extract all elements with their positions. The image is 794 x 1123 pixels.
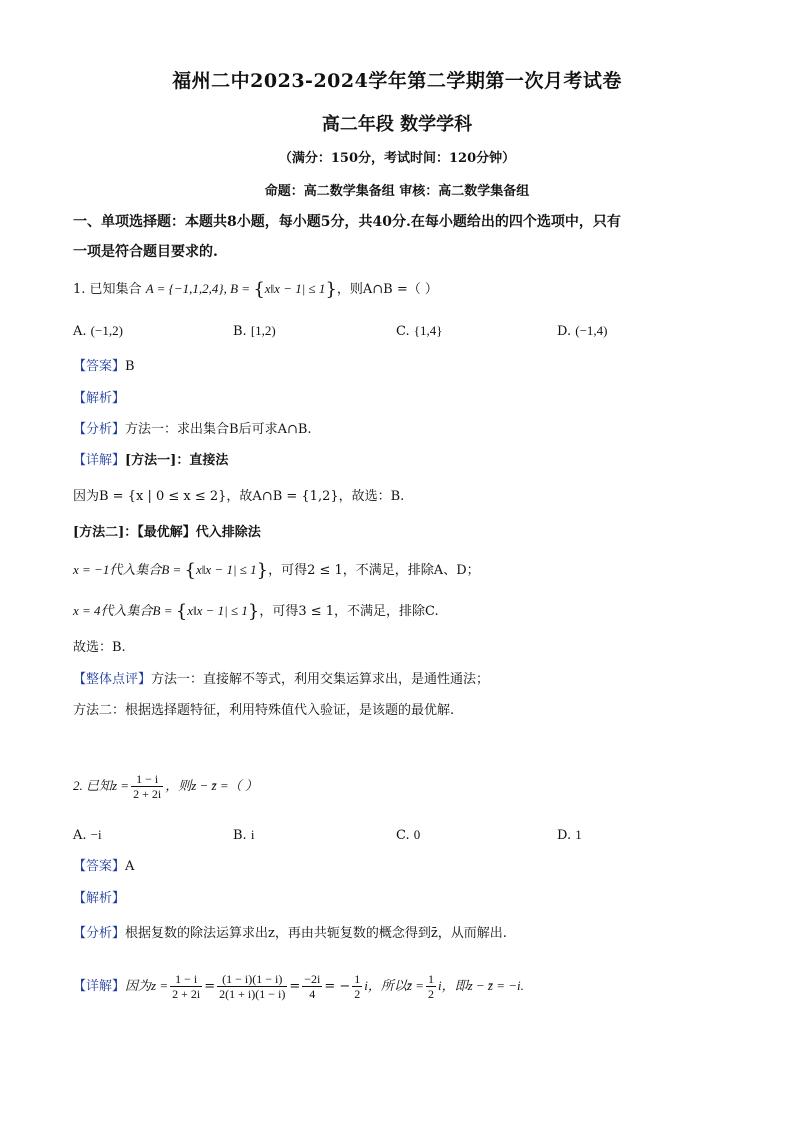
q1-option-b: B. [1,2): [233, 323, 276, 339]
exam-title: 福州二中2023-2024学年第二学期第一次月考试卷: [172, 70, 622, 92]
q2-detail: 【详解】因为z = $\frac{1 - i}{2 + 2i}$ = $\frac{(1 - i)(1 - i)}{2(1 + i)(1 - i)}$ = $\frac{-2i}{4}$ = − $\frac{1}{2}$ i，所以z̄ = $\frac{1}{2}$ i，即z − z̄ = −i.: [73, 972, 524, 1001]
q1-answer: 【答案】B: [73, 359, 135, 374]
q2-option-b: B. i: [233, 827, 255, 843]
q2-option-c: C. 0: [396, 827, 421, 843]
q2-option-d: D. 1: [557, 827, 582, 843]
q1-method1-title: 【详解】[方法一]：直接法: [73, 453, 229, 468]
exam-info: （满分：150分，考试时间：120分钟）: [278, 151, 516, 166]
exam-authors: 命题：高二数学集备组 审核：高二数学集备组: [264, 184, 530, 199]
section-1-heading: 一、单项选择题：本题共8小题，每小题5分，共40分.在每小题给出的四个选项中，只有: [73, 214, 621, 230]
q1-method2-line2: x = 4代入集合B = {x‖x − 1| ≤ 1}，可得3 ≤ 1，不满足，排除C.: [73, 601, 439, 622]
q1-method1-text: 因为B = {x | 0 ≤ x ≤ 2}，故A∩B = {1,2}，故选：B.: [73, 489, 405, 504]
q1-stem-suffix: ，则A∩B =（ ）: [336, 282, 438, 297]
q1-analysis-tag: 【解析】: [73, 391, 126, 406]
q2-detail-fraction-3: $\frac{-2i}{4}$: [304, 972, 321, 1001]
q1-fenxi: 【分析】方法一：求出集合B后可求A∩B.: [73, 422, 312, 437]
exam-subtitle: 高二年段 数学学科: [321, 114, 473, 135]
q1-option-a: A. (−1,2): [73, 323, 123, 339]
q2-answer: 【答案】A: [73, 859, 135, 874]
right-brace-icon: }: [325, 279, 337, 300]
right-brace-icon: }: [256, 560, 269, 581]
q2-fraction: $\frac{1 - i}{2 + 2i}$: [133, 772, 162, 801]
q2-analysis-tag: 【解析】: [73, 891, 126, 906]
q2-fenxi: 【分析】根据复数的除法运算求出z，再由共轭复数的概念得到z̄，从而解出.: [73, 926, 507, 941]
q1-stem-prefix: 1. 已知集合: [73, 282, 142, 297]
q1-option-d: D. (−1,4): [557, 323, 608, 339]
q1-method2-line1: x = −1代入集合B = {x‖x − 1| ≤ 1}，可得2 ≤ 1，不满足，排除A、D；: [73, 560, 480, 581]
q1-set-b: x‖x − 1| ≤ 1: [264, 281, 326, 296]
q2-detail-fraction-5: $\frac{1}{2}$: [427, 972, 434, 1001]
q1-choose: 故选：B.: [73, 640, 126, 655]
q1-option-c: C. {1,4}: [396, 323, 443, 339]
q2-detail-fraction-2: $\frac{(1 - i)(1 - i)}{2(1 + i)(1 - i)}$: [219, 972, 286, 1001]
left-brace-icon: {: [253, 279, 265, 300]
q1-method2-title: [方法二]：【最优解】代入排除法: [73, 525, 261, 540]
q1-review-2: 方法二：根据选择题特征，利用特殊值代入验证，是该题的最优解.: [73, 703, 455, 718]
q1-review-1: 【整体点评】方法一：直接解不等式，利用交集运算求出，是通性通法；: [73, 672, 490, 687]
q1-stem: [73, 280, 438, 299]
q2-stem: 2. 已知z = $\frac{1 - i}{2 + 2i}$ ，则z − z̄ =（ ）: [73, 772, 258, 801]
left-brace-icon: {: [175, 601, 188, 622]
left-brace-icon: {: [184, 560, 196, 581]
q2-detail-fraction-4: $\frac{1}{2}$: [354, 972, 361, 1001]
q2-option-a: A. −i: [73, 827, 102, 843]
q1-set-a: A = {−1,1,2,4}, B =: [145, 281, 254, 296]
right-brace-icon: }: [247, 601, 260, 622]
section-1-heading-cont: 一项是符合题目要求的.: [73, 244, 218, 260]
q2-detail-fraction-1: $\frac{1 - i}{2 + 2i}$: [172, 972, 201, 1001]
